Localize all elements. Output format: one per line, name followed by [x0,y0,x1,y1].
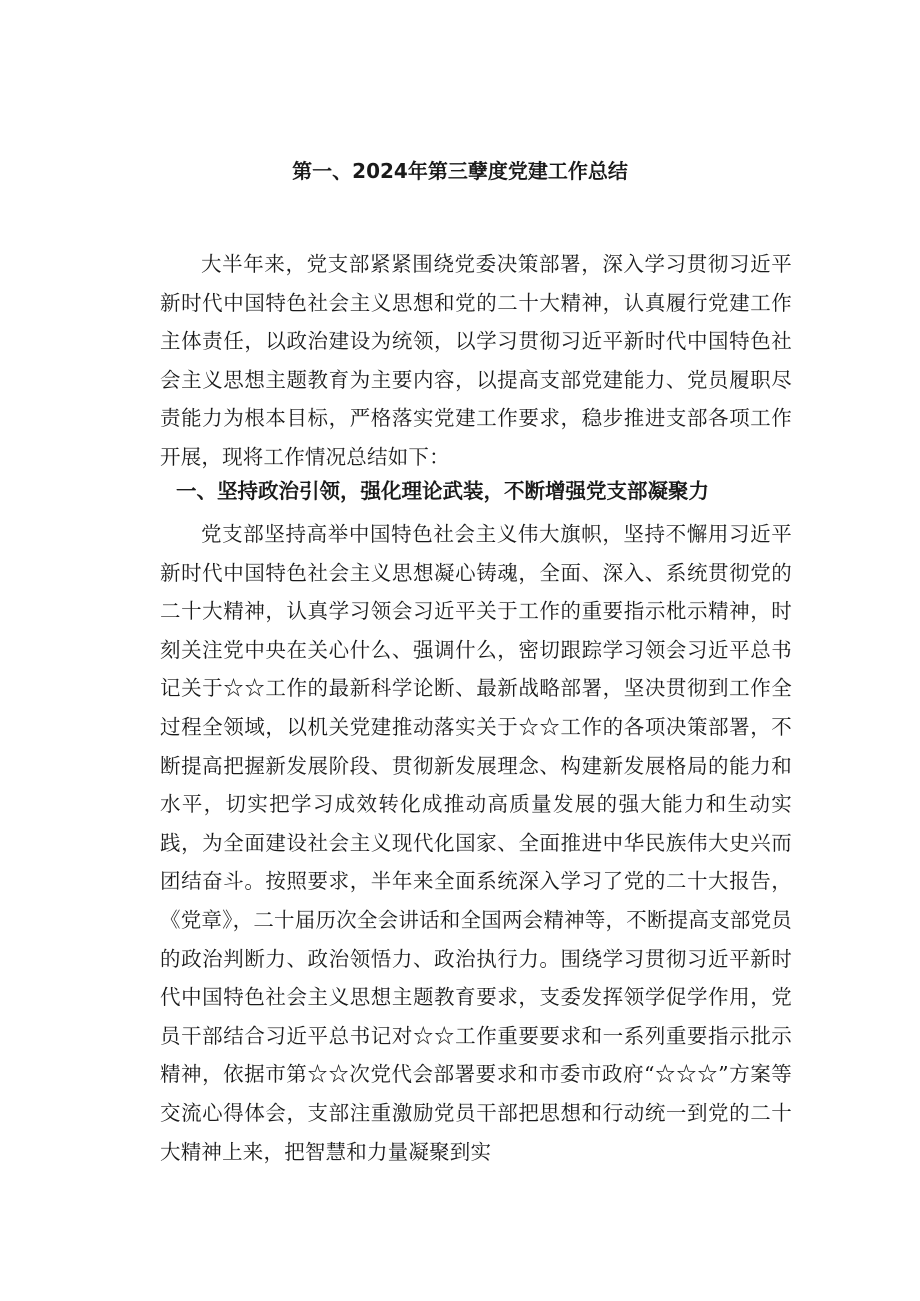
intro-paragraph: 大半年来，党支部紧紧围绕党委决策部署，深入学习贯彻习近平新时代中国特色社会主义思想和党的二十大精神，认真履行党建工作主体责任，以政治建设为统领，以学习贯彻习近平新时代中国特色社会主义思想主题教育为主要内容，以提高支部党建能力、党员履职尽责能力为根本目标，严格落实党建工作要求，稳步推进支部各项工作开展，现将工作情况总结如下： [160,252,792,469]
section-heading-1: 一、坚持政治引领，强化理论武装，不断增强党支部凝聚力 [176,479,709,503]
section-1-paragraph: 党支部坚持高举中国特色社会主义伟大旗帜，坚持不懈用习近平新时代中国特色社会主义思想凝心铸魂，全面、深入、系统贯彻党的二十大精神，认真学习领会习近平关于工作的重要指示枇示精神，时刻关注党中央在关心什么、强调什么，密切跟踪学习领会习近平总书记关于☆☆工作的最新科学论断、最新战略部署，坚决贯彻到工作全过程全领域，以机关党建推动落实关于☆☆工作的各项决策部署，不断提高把握新发展阶段、贯彻新发展理念、构建新发展格局的能力和水平，切实把学习成效转化成推动高质量发展的强大能力和生动实践，为全面建设社会主义现代化国家、全面推进中华民族伟大史兴而团结奋斗。按照要求，半年来全面系统深入学习了党的二十大报告，《党章》，二十届历次全会讲话和全国两会精神等，不断提高支部党员的政治判断力、政治领悟力、政治执行力。围绕学习贯彻习近平新时代中国特色社会主义思想主题教育要求，支委发挥领学促学作用，党员干部结合习近平总书记对☆☆工作重要要求和一系列重要指示批示精神，依据市第☆☆次党代会部署要求和市委市政府“☆☆☆”方案等交流心得体会，支部注重激励党员干部把思想和行动统一到党的二十大精神上来，把智慧和力量凝聚到实 [160,522,792,1164]
document-title: 第一、2024年第三孽度党建工作总结 [292,159,628,183]
